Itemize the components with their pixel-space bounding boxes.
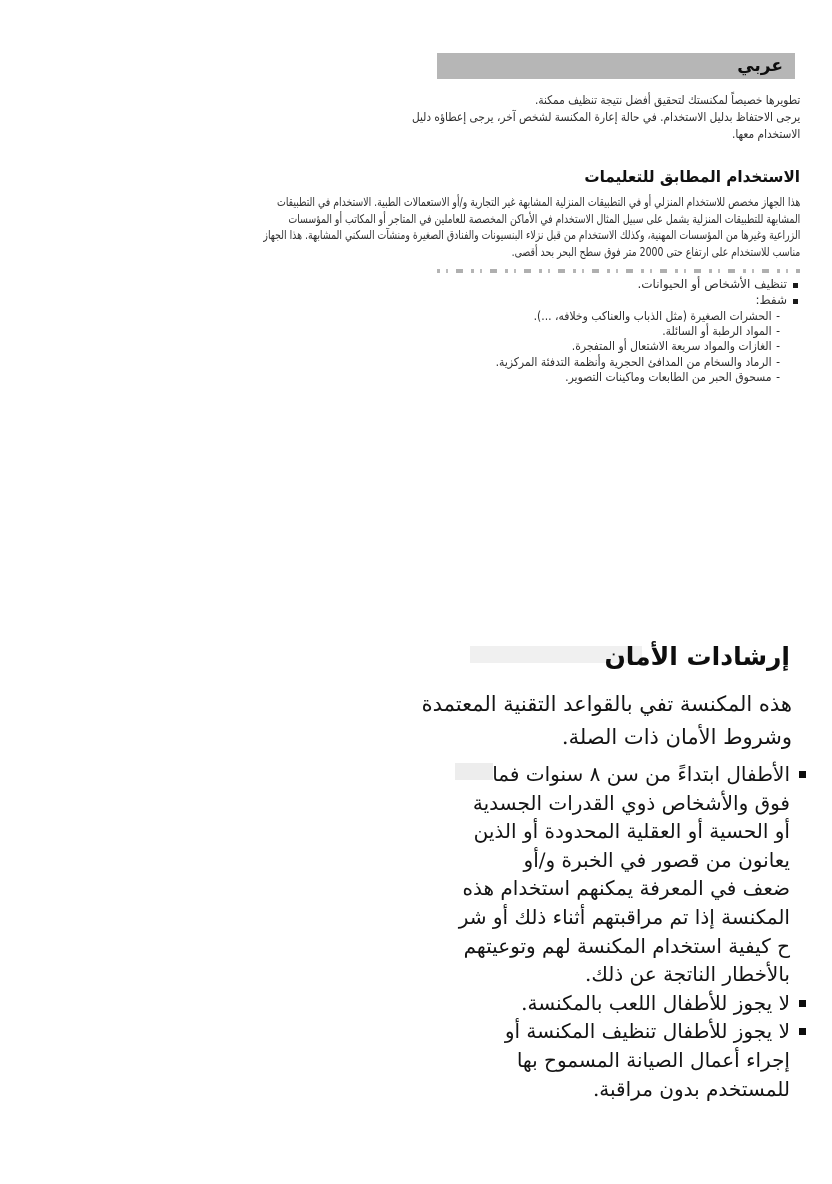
usage-line: هذا الجهاز مخصص للاستخدام المنزلي أو في التطبيقات المنزلية المشابهة غير التجارية و/أو الاستعمالات الطبية. الاستخدام في التطبيقات — [276, 195, 801, 209]
prohibited-list — [637, 277, 800, 308]
dash-list-item — [496, 355, 780, 370]
safety-intro-line: وشروط الأمان ذات الصلة. — [561, 725, 792, 749]
list-item-label: تنظيف الأشخاص أو الحيوانات. — [637, 277, 787, 291]
list-item — [637, 277, 800, 293]
dash-icon: - — [776, 339, 780, 354]
safety-item-line: ح كيفية استخدام المكنسة لهم وتوعيتهم — [463, 933, 790, 958]
dash-item-label: الحشرات الصغيرة (مثل الذباب والعناكب وخلافه، ...). — [533, 309, 772, 323]
dash-icon: - — [776, 324, 780, 339]
safety-item-line: إجراء أعمال الصيانة المسموح بها — [516, 1047, 790, 1072]
safety-item-line: لا يجوز للأطفال اللعب بالمكنسة. — [521, 990, 790, 1015]
dash-item-label: الغازات والمواد سريعة الاشتعال أو المتفجرة. — [571, 339, 772, 354]
intro-line: يرجى الاحتفاظ بدليل الاستخدام. في حالة إعارة المكنسة لشخص آخر، يرجى إعطاؤه دليل — [411, 110, 800, 124]
usage-line: المشابهة للتطبيقات المنزلية يشمل على سبيل المثال الاستخدام في الأماكن المخصصة للعاملين في المتاجر أو المكاتب أو المؤسسات — [288, 211, 800, 226]
safety-item-line: ضعف في المعرفة يمكنهم استخدام هذه — [462, 876, 790, 901]
safety-item-line: فوق والأشخاص ذوي القدرات الجسدية — [472, 790, 790, 815]
intro-line: الاستخدام معها. — [731, 127, 800, 141]
suction-prohibited-list — [464, 309, 780, 385]
safety-intro-paragraph — [422, 688, 792, 754]
safety-item-line: يعانون من قصور في الخبرة و/أو — [523, 847, 790, 872]
bullet-square-icon — [799, 1000, 806, 1007]
dash-icon: - — [776, 369, 780, 384]
dash-item-label: المواد الرطبة أو السائلة. — [662, 324, 772, 339]
bullet-square-icon — [793, 299, 798, 304]
bullet-square-icon — [799, 771, 806, 778]
safety-list-item — [459, 989, 806, 1018]
intro-line: تطويرها خصيصاً لمكنستك لتحقيق أفضل نتيجة تنظيف ممكنة. — [534, 93, 800, 107]
safety-item-line: بالأخطار الناتجة عن ذلك. — [584, 962, 790, 987]
dash-icon: - — [776, 354, 780, 369]
dash-list-item — [496, 309, 780, 324]
dash-icon: - — [776, 309, 780, 323]
dash-list-item — [496, 370, 780, 385]
dash-item-label: الرماد والسخام من المدافئ الحجرية وأنظمة التدفئة المركزية. — [495, 354, 772, 369]
dash-list-item — [496, 339, 780, 354]
safety-list-item — [459, 1017, 806, 1103]
safety-list-item — [459, 760, 806, 989]
safety-item-line: أو الحسية أو العقلية المحدودة أو الذين — [473, 819, 790, 844]
safety-heading: إرشادات الأمان — [604, 642, 790, 671]
safety-item-line: الأطفال ابتداءً من سن ٨ سنوات فما — [492, 762, 790, 786]
safety-item-line: المكنسة إذا تم مراقبتهم أثناء ذلك أو شر — [458, 904, 790, 929]
dash-item-label: مسحوق الحبر من الطابعات وماكينات التصوير. — [565, 369, 772, 384]
safety-item-line: لا يجوز للأطفال تنظيف المكنسة أو — [504, 1019, 790, 1044]
bullet-square-icon — [799, 1028, 806, 1035]
intro-paragraph — [359, 92, 800, 143]
safety-list — [459, 760, 806, 1103]
obscured-text-artifact — [437, 269, 800, 273]
language-banner — [437, 53, 795, 79]
intended-use-paragraph — [112, 194, 800, 260]
bullet-square-icon — [793, 283, 798, 288]
intended-use-heading: الاستخدام المطابق للتعليمات — [584, 167, 800, 186]
usage-line: الزراعية وغيرها من المؤسسات المهنية، وكذلك الاستخدام من قبل نزلاء البنسيونات والفنادق الصغيرة ومنشآت السكني المشابهة. هذا الجهاز — [263, 228, 800, 242]
language-banner-label: عربي — [737, 56, 783, 76]
safety-item-line: للمستخدم بدون مراقبة. — [592, 1076, 790, 1101]
dash-list-item — [496, 324, 780, 339]
list-item — [637, 293, 800, 309]
safety-intro-line: هذه المكنسة تفي بالقواعد التقنية المعتمدة — [421, 692, 792, 716]
usage-line: مناسب للاستخدام على ارتفاع حتى 2000 متر فوق سطح البحر بحد أقصى. — [511, 244, 800, 259]
list-item-label: شفط: — [755, 292, 787, 307]
